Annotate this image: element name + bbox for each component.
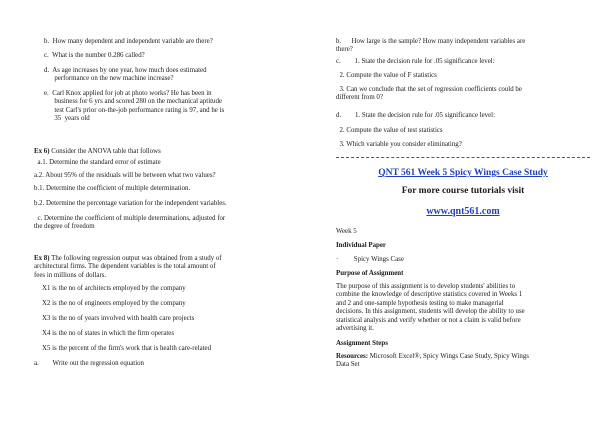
resources-text: Microsoft Excel®, Spicy Wings Case Study, Spicy Wings Data Set xyxy=(336,353,529,369)
right-item-c2: 2. Compute the value of F statistics xyxy=(336,72,437,79)
right-item-c1: c. 1. State the decision rule for .05 significance level: xyxy=(336,58,495,65)
variable-x1: X1 is the no of architects employed by the company xyxy=(42,285,186,292)
item-b2: b.2. Determine the percentage variation for the independent variables. xyxy=(34,200,227,207)
course-title-link[interactable]: QNT 561 Week 5 Spicy Wings Case Study xyxy=(378,168,548,178)
right-item-c3: 3. Can we conclude that the set of regression coefficients could be different from 0? xyxy=(336,86,522,102)
question-d: d. As age increases by one year, how much does estimated performance on the new machine increase? xyxy=(44,67,207,83)
exercise-6 xyxy=(34,148,161,156)
variable-x5: X5 is the percent of the firm's work that is health care-related xyxy=(42,345,212,352)
spicy-wings-bullet: · Spicy Wings Case xyxy=(336,256,404,263)
assignment-steps-heading: Assignment Steps xyxy=(336,340,388,347)
individual-paper-heading: Individual Paper xyxy=(336,242,386,249)
right-item-d1: d. 1. State the decision rule for .05 significance level: xyxy=(336,112,496,119)
question-c: c. What is the number 0.286 called? xyxy=(44,52,145,59)
question-b: b. How many dependent and independent variable are there? xyxy=(44,38,213,45)
item-a1: a.1. Determine the standard error of estimate xyxy=(34,159,161,166)
exercise-8-text: The following regression output was obtained from a study of architectural firms. The dependent variables is the total amount of fees in millions of dollars. xyxy=(34,255,222,279)
week-label: Week 5 xyxy=(336,228,357,235)
website-link[interactable]: www.qnt561.com xyxy=(426,206,500,217)
more-tutorials-heading: For more course tutorials visit xyxy=(401,186,525,196)
right-item-d2: 2. Compute the value of test statistics xyxy=(336,127,443,134)
exercise-6-text: Consider the ANOVA table that follows xyxy=(49,148,161,155)
right-question-b: b. How large is the sample? How many independent variables are there? xyxy=(336,38,526,54)
exercise-8-heading: Ex 8) xyxy=(34,255,50,262)
variable-x2: X2 is the no of engineers employed by the company xyxy=(42,300,186,307)
variable-x4: X4 is the no of states in which the firm operates xyxy=(42,330,175,337)
item-b1: b.1. Determine the coefficient of multiple determination. xyxy=(34,185,191,192)
right-item-d3: 3. Which variable you consider eliminating? xyxy=(336,141,462,148)
item-c: c. Determine the coefficient of multiple determinations, adjusted for the degree of freedom xyxy=(34,215,226,231)
exercise-6-heading: Ex 6) xyxy=(34,148,50,155)
variable-x3: X3 is the no of years involved with health care projects xyxy=(42,315,195,322)
item-a-regression: a. Write out the regression equation xyxy=(34,360,145,367)
purpose-heading: Purpose of Assignment xyxy=(336,270,404,277)
purpose-text: The purpose of this assignment is to develop students' abilities to combine the knowledge of descriptive statistics covered in Weeks 1 and 2 and one-sample hypothesis testing to make managerial decisions. In this assignment, students will develop the ability to use statistical analysis and verify whether or not a claim is valid before advertising it. xyxy=(336,283,525,333)
dashed-divider xyxy=(336,157,590,158)
question-e: e. Carl Knox applied for job at photo works? He has been in business for 6 yrs and scored 280 on the mechanical aptitude test Carl's prior on-the-job performance rating is 97, and he is 35 years old xyxy=(44,90,225,123)
item-a2: a.2. About 95% of the residuals will be between what two values? xyxy=(34,172,216,179)
resources-line xyxy=(336,353,529,370)
exercise-8 xyxy=(34,255,222,280)
resources-label: Resources: xyxy=(336,353,369,360)
